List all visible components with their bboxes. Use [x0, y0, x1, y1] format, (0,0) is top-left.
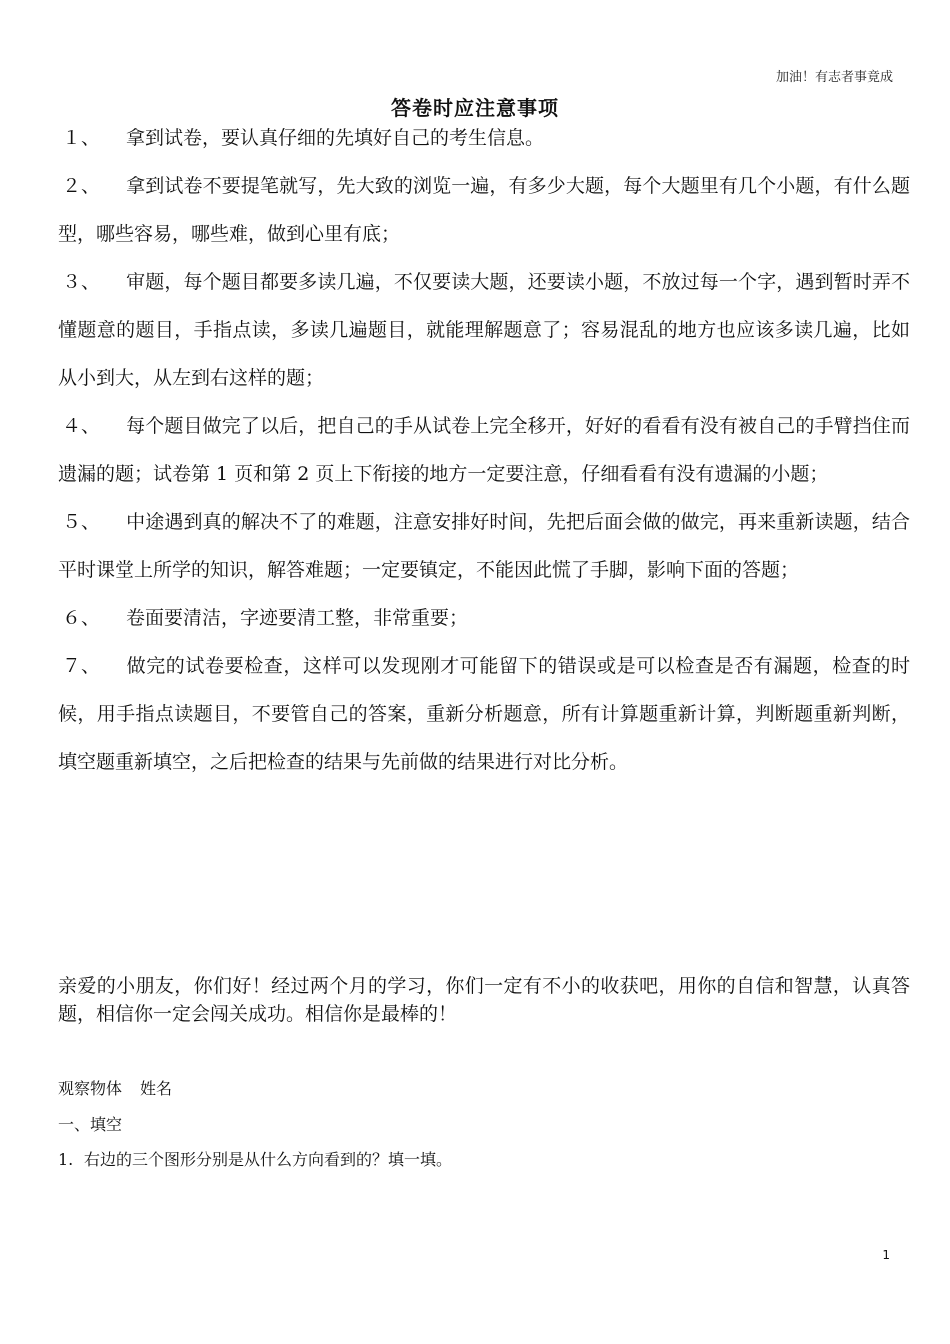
note-number: ３、 [62, 271, 101, 293]
notes-list [58, 114, 910, 786]
note-text: 每个题目做完了以后，把自己的手从试卷上完全移开，好好的看看有没有被自己的手臂挡住而遗漏的题；试卷第 1 页和第 2 页上下衔接的地方一定要注意，仔细看看有没有遗漏的小题； [58, 415, 910, 485]
encouragement-paragraph: 亲爱的小朋友，你们好！经过两个月的学习，你们一定有不小的收获吧，用你的自信和智慧，认真答题，相信你一定会闯关成功。相信你是最棒的！ [58, 975, 910, 1025]
note-number: ２、 [62, 175, 101, 197]
note-item-6 [58, 594, 910, 642]
note-item-4 [58, 402, 910, 498]
question-item [58, 1147, 452, 1170]
note-number: ６、 [62, 607, 101, 629]
subject-line [58, 1076, 172, 1099]
note-text: 审题，每个题目都要多读几遍，不仅要读大题，还要读小题，不放过每一个字，遇到暂时弄不懂题意的题目，手指点读，多读几遍题目，就能理解题意了；容易混乱的地方也应该多读几遍，比如从小到大，从左到右这样的题； [58, 271, 910, 389]
note-number: ７、 [62, 655, 101, 677]
note-text: 拿到试卷不要提笔就写，先大致的浏览一遍，有多少大题，每个大题里有几个小题，有什么题型，哪些容易，哪些难，做到心里有底； [58, 175, 910, 245]
note-item-1 [58, 114, 910, 162]
note-text: 卷面要清洁，字迹要清工整，非常重要； [126, 607, 469, 629]
note-text: 做完的试卷要检查，这样可以发现刚才可能留下的错误或是可以检查是否有漏题，检查的时候，用手指点读题目，不要管自己的答案，重新分析题意，所有计算题重新计算，判断题重新判断，填空题重新填空，之后把检查的结果与先前做的结果进行对比分析。 [58, 655, 910, 773]
question-number: 1. [58, 1150, 74, 1169]
name-label: 姓名 [140, 1079, 173, 1098]
note-number: １、 [62, 127, 101, 149]
header-note: 加油！有志者事竟成 [775, 70, 893, 85]
note-item-7 [58, 642, 910, 786]
note-number: ５、 [62, 511, 101, 533]
note-item-2 [58, 162, 910, 258]
note-item-5 [58, 498, 910, 594]
note-text: 拿到试卷，要认真仔细的先填好自己的考生信息。 [126, 127, 545, 149]
page-number: 1 [882, 1248, 890, 1262]
page-title: 答卷时应注意事项 [391, 96, 559, 120]
section-heading: 一、填空 [58, 1115, 123, 1134]
question-text: 右边的三个图形分别是从什么方向看到的？填一填。 [84, 1150, 453, 1169]
note-text: 中途遇到真的解决不了的难题，注意安排好时间，先把后面会做的做完，再来重新读题，结合平时课堂上所学的知识，解答难题；一定要镇定，不能因此慌了手脚，影响下面的答题； [58, 511, 910, 581]
subject-title: 观察物体 [58, 1079, 123, 1098]
note-number: ４、 [62, 415, 101, 437]
note-item-3 [58, 258, 910, 402]
